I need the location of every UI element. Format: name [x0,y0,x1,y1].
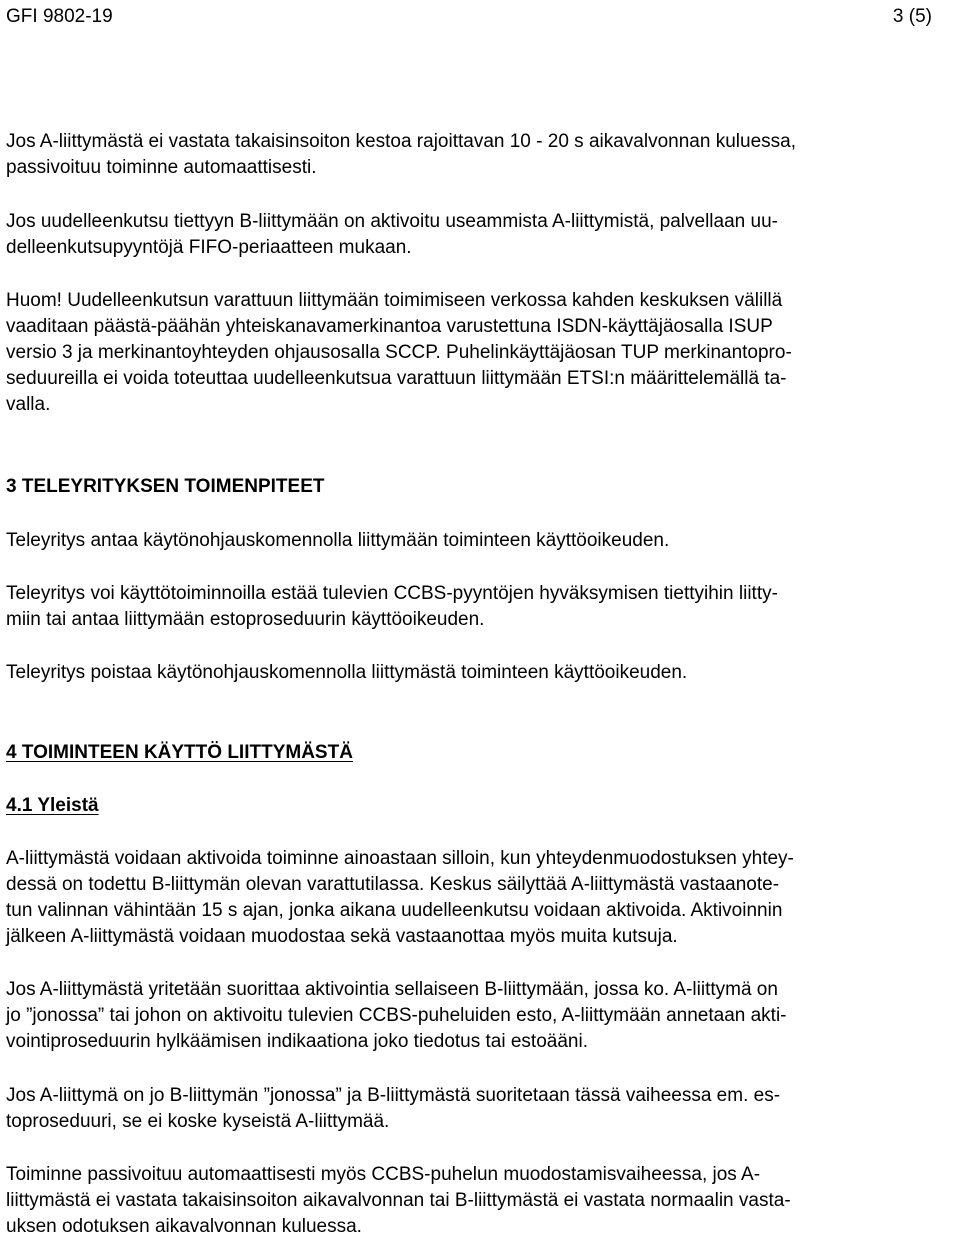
paragraph-line: liittymästä ei vastata takaisinsoiton aikavalvonnan tai B-liittymästä ei vastata normaalin vasta- [6,1190,791,1211]
paragraph-line: tun valinnan vähintään 15 s ajan, jonka aikana uudelleenkutsu voidaan aktivoida. Aktivoinnin [6,900,783,921]
paragraph-line: vointiproseduurin hylkäämisen indikaationa joko tiedotus tai estoääni. [6,1031,588,1052]
paragraph-line: A-liittymästä voidaan aktivoida toiminne ainoastaan silloin, kun yhteydenmuodostuksen yhtey- [6,848,794,869]
paragraph-line: Toiminne passivoituu automaattisesti myös CCBS-puhelun muodostamisvaiheessa, jos A- [6,1164,761,1185]
paragraph-line: miin tai antaa liittymään estoproseduurin käyttöoikeuden. [6,609,485,630]
subsection-heading: 4.1 Yleistä [6,795,99,816]
paragraph-line: Teleyritys poistaa käytönohjauskomennolla liittymästä toiminteen käyttöoikeuden. [6,662,688,683]
page-header [6,4,932,32]
paragraph-line: Jos uudelleenkutsu tiettyyn B-liittymään on aktivoitu useammista A-liittymistä, palvellaan uu- [6,211,778,232]
paragraph-line: versio 3 ja merkinantoyhteyden ohjausosalla SCCP. Puhelinkäyttäjäosan TUP merkinantopro- [6,342,792,363]
paragraph-line: Huom! Uudelleenkutsun varattuun liittymään toimimiseen verkossa kahden keskuksen välillä [6,290,783,311]
paragraph-line: valla. [6,394,51,415]
paragraph-line: jälkeen A-liittymästä voidaan muodostaa sekä vastaanottaa myös muita kutsuja. [6,926,678,947]
paragraph-line: Teleyritys antaa käytönohjauskomennolla liittymään toiminteen käyttöoikeuden. [6,530,670,551]
section-heading: 3 TELEYRITYKSEN TOIMENPITEET [6,476,325,497]
paragraph-line: jo ”jonossa” tai johon on aktivoitu tulevien CCBS-puheluiden esto, A-liittymään annetaan akti- [6,1005,787,1026]
paragraph-line: Jos A-liittymästä ei vastata takaisinsoiton kestoa rajoittavan 10 - 20 s aikavalvonnan kuluessa, [6,131,796,152]
paragraph-line: passivoituu toiminne automaattisesti. [6,157,317,178]
paragraph-line: dessä on todettu B-liittymän olevan varattutilassa. Keskus säilyttää A-liittymästä vastaanote- [6,874,780,895]
section-heading: 4 TOIMINTEEN KÄYTTÖ LIITTYMÄSTÄ [6,742,353,763]
paragraph-line: uksen odotuksen aikavalvonnan kuluessa. [6,1216,362,1237]
page-number: 3 (5) [892,6,932,27]
paragraph-line: seduureilla ei voida toteuttaa uudelleenkutsua varattuun liittymään ETSI:n määrittelemällä ta- [6,368,787,389]
paragraph-line: Teleyritys voi käyttötoiminnoilla estää tulevien CCBS-pyyntöjen hyväksymisen tiettyihin liitty- [6,583,778,604]
paragraph-line: vaaditaan päästä-päähän yhteiskanavamerkinantoa varustettuna ISDN-käyttäjäosalla ISUP [6,316,773,337]
paragraph-line: toproseduuri, se ei koske kyseistä A-liittymää. [6,1111,390,1132]
paragraph-line: delleenkutsupyyntöjä FIFO-periaatteen mukaan. [6,237,412,258]
paragraph-line: Jos A-liittymä on jo B-liittymän ”jonossa” ja B-liittymästä suoritetaan tässä vaiheessa em. es- [6,1085,781,1106]
paragraph-line: Jos A-liittymästä yritetään suorittaa aktivointia sellaiseen B-liittymään, jossa ko. A-liittymä on [6,979,778,1000]
document-id: GFI 9802-19 [6,6,113,27]
